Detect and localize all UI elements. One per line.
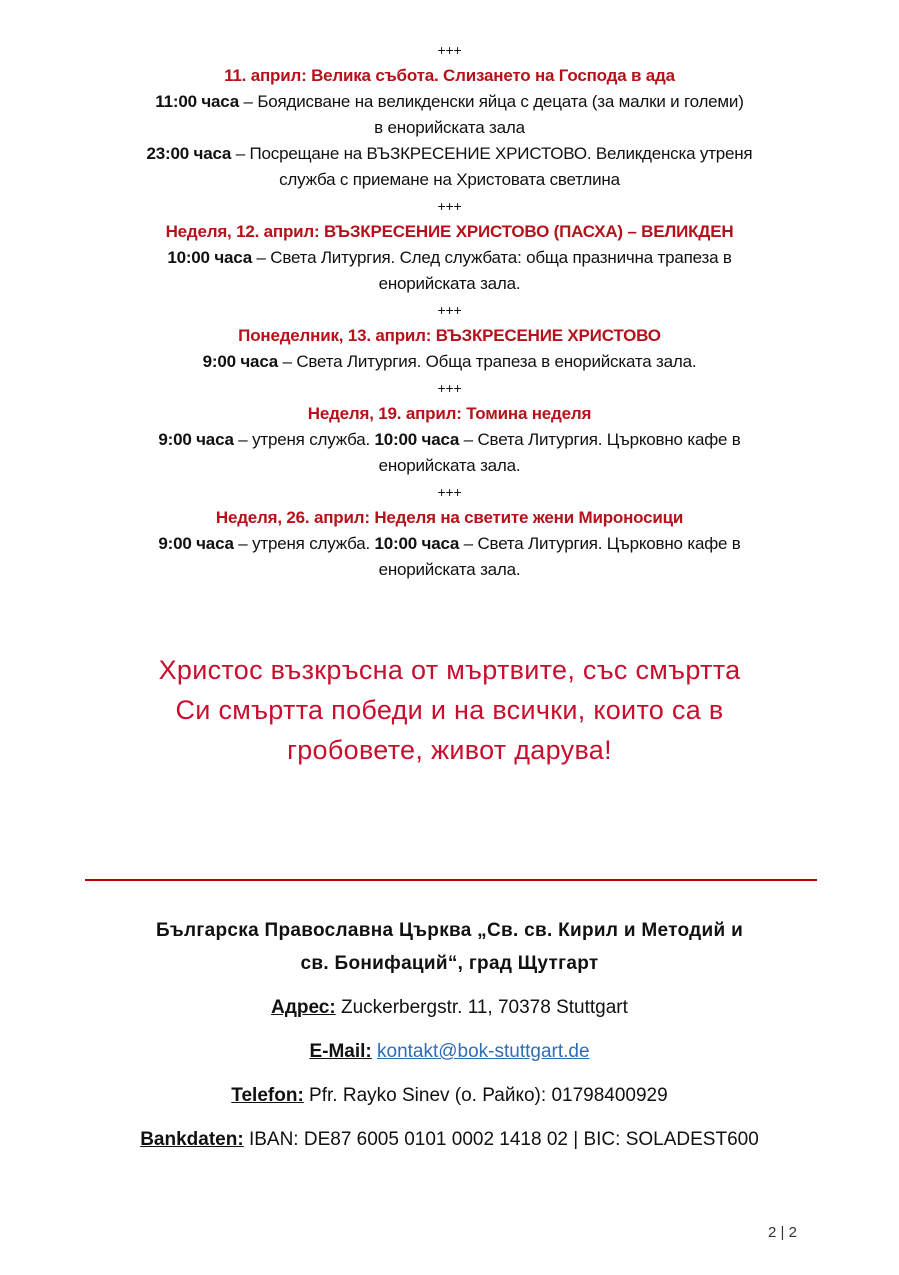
separator: +++ bbox=[437, 380, 462, 396]
page-number: 2 | 2 bbox=[768, 1224, 797, 1241]
email-label: E-Mail: bbox=[309, 1041, 372, 1062]
event-detail-line bbox=[0, 531, 899, 557]
quote-line: Христос възкръсна от мъртвите, със смъртта bbox=[158, 655, 741, 685]
event-text: – Света Литургия. Обща трапеза в енорийската зала. bbox=[278, 352, 697, 371]
organization-name-line: Българска Православна Църква „Св. св. Кирил и Методий и bbox=[155, 920, 744, 941]
separator: +++ bbox=[437, 198, 462, 214]
event-text: – утреня служба. bbox=[233, 534, 375, 553]
event-heading: Неделя, 26. април: Неделя на светите жени Мироносици bbox=[215, 508, 684, 527]
event-text: – Света Литургия. Църковно кафе в bbox=[459, 430, 741, 449]
event-detail-line bbox=[0, 349, 899, 375]
event-time: 10:00 часа bbox=[167, 248, 252, 267]
bank-row bbox=[0, 1118, 899, 1162]
event-text: – утреня служба. bbox=[233, 430, 375, 449]
event-detail-line bbox=[0, 115, 899, 141]
address-value: Zuckerbergstr. 11, 70378 Stuttgart bbox=[335, 997, 628, 1018]
event-detail-line bbox=[0, 453, 899, 479]
event-text: енорийската зала. bbox=[378, 456, 521, 475]
organization-name bbox=[0, 914, 899, 980]
event-detail-line bbox=[0, 141, 899, 167]
event-time: 10:00 часа bbox=[374, 430, 460, 449]
organization-name-line: св. Бонифаций“, град Щутгарт bbox=[300, 953, 599, 974]
email-link[interactable]: kontakt@bok-stuttgart.de bbox=[377, 1041, 590, 1062]
email-row bbox=[0, 1030, 899, 1074]
event-heading: Неделя, 12. април: ВЪЗКРЕСЕНИЕ ХРИСТОВО (ПАСХА) – ВЕЛИКДЕН bbox=[165, 222, 734, 241]
event-text: – Света Литургия. Църковно кафе в bbox=[459, 534, 741, 553]
event-time: 9:00 часа bbox=[202, 352, 279, 371]
event-time: 23:00 часа bbox=[146, 144, 232, 163]
separator: +++ bbox=[437, 302, 462, 318]
separator: +++ bbox=[437, 42, 462, 58]
event-time: 9:00 часа bbox=[158, 534, 234, 553]
separator: +++ bbox=[437, 484, 462, 500]
event-heading: Понеделник, 13. април: ВЪЗКРЕСЕНИЕ ХРИСТОВО bbox=[238, 326, 661, 345]
event-text: – Света Литургия. След службата: обща празнична трапеза в bbox=[251, 248, 732, 267]
event-time: 10:00 часа bbox=[374, 534, 460, 553]
quote-line: гробовете, живот дарува! bbox=[287, 735, 612, 765]
event-text: служба с приемане на Христовата светлина bbox=[279, 170, 620, 189]
bank-label: Bankdaten: bbox=[140, 1129, 244, 1150]
contact-footer bbox=[0, 914, 899, 1162]
event-detail-line bbox=[0, 89, 899, 115]
event-detail-line bbox=[0, 245, 899, 271]
quote-line: Си смъртта победи и на всички, които са в bbox=[175, 695, 724, 725]
event-schedule bbox=[0, 37, 899, 583]
event-time: 9:00 часа bbox=[158, 430, 234, 449]
event-detail-line bbox=[0, 271, 899, 297]
event-time: 11:00 часа bbox=[155, 92, 240, 111]
address-row bbox=[0, 986, 899, 1030]
bank-value: IBAN: DE87 6005 0101 0002 1418 02 | BIC: SOLADEST600 bbox=[243, 1129, 759, 1150]
event-text: енорийската зала. bbox=[378, 274, 521, 293]
event-detail-line bbox=[0, 557, 899, 583]
phone-label: Telefon: bbox=[231, 1085, 304, 1106]
event-detail-line bbox=[0, 167, 899, 193]
event-text: – Посрещане на ВЪЗКРЕСЕНИЕ ХРИСТОВО. Великденска утреня bbox=[231, 144, 753, 163]
address-label: Адрес: bbox=[271, 997, 336, 1018]
phone-value: Pfr. Rayko Sinev (о. Райко): 01798400929 bbox=[303, 1085, 668, 1106]
event-text: – Боядисване на великденски яйца с децата (за малки и големи) bbox=[239, 92, 744, 111]
event-heading: 11. април: Велика събота. Слизането на Господа в ада bbox=[224, 66, 675, 85]
event-heading: Неделя, 19. април: Томина неделя bbox=[307, 404, 592, 423]
easter-quote bbox=[0, 650, 899, 770]
phone-row bbox=[0, 1074, 899, 1118]
event-text: в енорийската зала bbox=[374, 118, 525, 137]
event-detail-line bbox=[0, 427, 899, 453]
event-text: енорийската зала. bbox=[378, 560, 521, 579]
divider-line bbox=[85, 879, 817, 881]
